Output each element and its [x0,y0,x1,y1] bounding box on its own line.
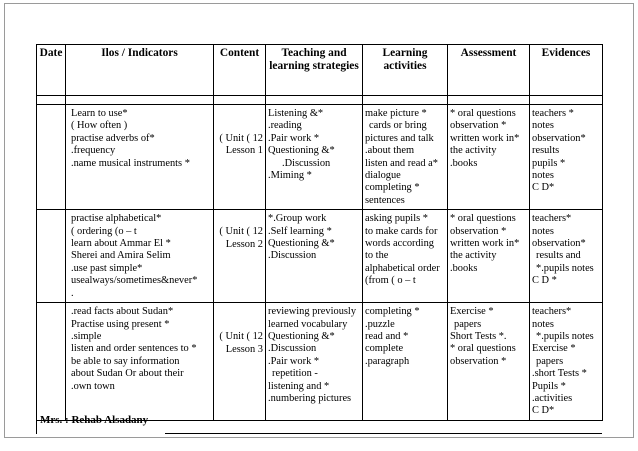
cell-line: .Pair work * [268,132,320,144]
header-evidences: Evidences [530,45,603,96]
cell-line: Pupils * [532,380,566,392]
cell-line: written work in* [450,238,520,250]
table-row [37,303,603,421]
header-assessment: Assessment [448,45,530,96]
cell-line: written work in* [450,132,520,144]
cell-line: words according [365,238,434,250]
cell-line: *.Group work [268,213,327,225]
content-cell [214,210,266,303]
table-row [37,105,603,210]
cell-line: Questioning &* [268,330,335,342]
cell-line: notes [532,170,554,182]
assessment-cell [448,303,530,421]
cell-line: the activity [450,145,497,157]
cell-line: observation * [450,120,507,132]
cell-line: Lesson 2 [225,238,263,250]
cell-line: teachers* [532,306,572,318]
activities-cell [363,105,448,210]
cell-line: make picture * [365,108,427,119]
cell-line: Listening &* [268,108,324,119]
cell-line: listen and read a* [365,157,438,169]
cell-line: Practise using present * [71,318,170,330]
cell-line: usealways/sometimes&never* [71,275,198,287]
header-row [37,45,603,96]
strategies-cell [266,303,363,421]
evidences-cell [530,105,603,210]
cell-line: .books [450,262,478,274]
cell-line: .activities [532,392,573,404]
cell-line: be able to say information [71,355,180,367]
cell-line: papers [454,318,482,330]
cell-line: pupils * [532,157,566,169]
cell-line: observation* [532,238,586,250]
cell-line: .books [450,157,478,169]
cell-line: .name musical instruments * [71,157,190,169]
cell-line: teachers * [532,108,574,119]
header-indicators: Ilos / Indicators [66,45,214,96]
header-date: Date [37,45,66,96]
cell-line: .Miming * [268,170,312,182]
cell-line: C D* [532,182,555,194]
cell-line: practise alphabetical* [71,213,162,225]
date-cell [37,210,66,303]
cell-line: ( How often ) [71,120,128,132]
indicators-cell [66,210,214,303]
cell-line: completing * [365,306,420,318]
cell-line: completing * [365,182,420,194]
cell-line: to the [365,250,389,262]
cell-line: notes [532,318,554,330]
cell-line: .simple [71,330,102,342]
content-cell [214,303,266,421]
evidences-cell [530,210,603,303]
cell-line: C D * [532,275,557,287]
cell-line: .about them [365,145,415,157]
spacer-row [37,96,603,105]
cell-line: notes [532,225,554,237]
cell-line: teachers* [532,213,572,225]
cell-line: *.pupils notes [536,262,594,274]
cell-line: repetition - [272,368,318,380]
cell-line: (from ( o – t [365,275,416,287]
cell-line: practise adverbs of* [71,132,155,144]
cell-line: results and [536,250,581,262]
cell-line: .short Tests * [532,368,587,380]
activities-cell [363,303,448,421]
cell-line: results [532,145,560,157]
cell-line: listen and order sentences to * [71,343,197,355]
cell-line: C D* [532,405,555,417]
cell-line: cards or bring [369,120,427,132]
cell-line: dialogue [365,170,401,182]
cell-line: Questioning &* [268,145,335,157]
cell-line: the activity [450,250,497,262]
cell-line: ( ordering (o – t [71,225,137,237]
assessment-cell [448,105,530,210]
cell-line: * oral questions [450,343,516,355]
strategies-cell [266,210,363,303]
cell-line: about Sudan Or about their [71,368,184,380]
table-row [37,210,603,303]
cell-line: .Self learning * [268,225,332,237]
content-cell [214,105,266,210]
cell-line: notes [532,120,554,132]
cell-line: * oral questions [450,213,516,225]
cell-line: learn about Ammar El * [71,238,171,250]
cell-line: learned vocabulary [268,318,348,330]
cell-line: listening and * [268,380,330,392]
cell-line: .paragraph [365,355,410,367]
cell-line: . [71,287,74,299]
assessment-cell [448,210,530,303]
cell-line: ( Unit ( 12 [219,133,263,144]
cell-line: .numbering pictures [268,392,352,404]
cell-line: ( Unit ( 12 [219,226,263,238]
cell-line: Lesson 1 [225,145,263,157]
activities-cell [363,210,448,303]
cell-line: pictures and talk [365,132,434,144]
cell-line: ( Unit ( 12 [219,331,263,343]
cell-line: Learn to use* [71,108,128,119]
cell-line: alphabetical order [365,262,440,274]
cell-line: .puzzle [365,318,395,330]
cell-line: sentences [365,194,405,206]
cell-line: to make cards for [365,225,438,237]
cell-line: Sherei and Amira Selim [71,250,171,262]
cell-line: reviewing previously [268,306,357,318]
cell-line: *.pupils notes [536,330,594,342]
lesson-plan-table [36,44,603,421]
cell-line: .Discussion [268,250,317,262]
cell-line: .Pair work * [268,355,320,367]
cell-line: Questioning &* [268,238,335,250]
footer-left-rule [36,414,37,434]
indicators-cell [66,303,214,421]
date-cell [37,105,66,210]
cell-line: .Discussion [282,157,331,169]
cell-line: observation* [532,132,586,144]
cell-line: asking pupils * [365,213,428,225]
cell-line: Exercise * [532,343,576,355]
strategies-cell [266,105,363,210]
evidences-cell [530,303,603,421]
header-content: Content [214,45,266,96]
indicators-cell [66,105,214,210]
cell-line: .frequency [71,145,116,157]
author-signature: Mrs. : Rehab Alsadany [40,414,149,426]
cell-line: .Discussion [268,343,317,355]
cell-line: .read facts about Sudan* [71,306,174,318]
date-cell [37,303,66,421]
cell-line: .own town [71,380,115,392]
cell-line: .reading [268,120,302,132]
cell-line: read and * [365,330,409,342]
cell-line: * oral questions [450,108,516,119]
cell-line: Lesson 3 [225,343,263,355]
cell-line: observation * [450,355,507,367]
cell-line: complete [365,343,404,355]
cell-line: .use past simple* [71,262,143,274]
cell-line: Short Tests *. [450,330,507,342]
cell-line: observation * [450,225,507,237]
cell-line: papers [536,355,564,367]
header-strategies: Teaching and learning strategies [266,45,363,96]
cell-line: Exercise * [450,306,494,318]
footer-rule [165,433,602,434]
header-activities: Learning activities [363,45,448,96]
